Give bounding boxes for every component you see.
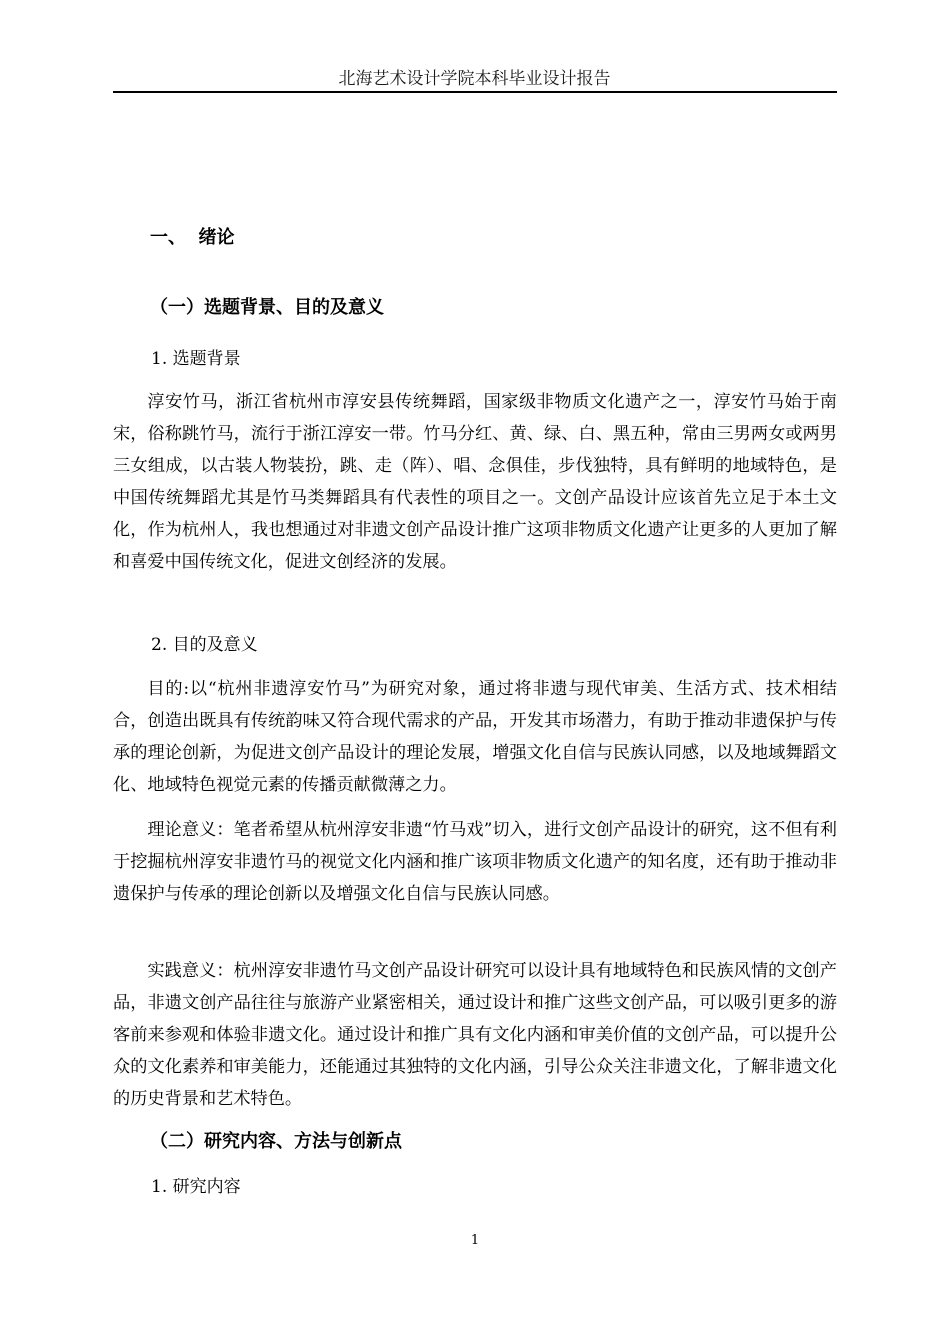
page-number: 1 — [470, 1233, 480, 1248]
subsection-heading-purpose-significance: 2. 目的及意义 — [151, 635, 258, 655]
subsection-heading-topic-background: 1. 选题背景 — [151, 349, 241, 369]
paragraph-topic-background: 淳安竹马，浙江省杭州市淳安县传统舞蹈，国家级非物质文化遗产之一，淳安竹马始于南宋，俗称跳竹马，流行于浙江淳安一带。竹马分红、黄、绿、白、黑五种，常由三男两女或两男三女组成，以古装人物装扮，跳、走（阵）、唱、念俱佳，步伐独特，具有鲜明的地域特色，是中国传统舞蹈尤其是竹马类舞蹈具有代表性的项目之一。文创产品设计应该首先立足于本土文化，作为杭州人，我也想通过对非遗文创产品设计推广这项非物质文化遗产让更多的人更加了解和喜爱中国传统文化，促进文创经济的发展。 — [113, 392, 837, 572]
page-header-title: 北海艺术设计学院本科毕业设计报告 — [338, 69, 611, 89]
chapter-heading: 一、 绪论 — [150, 227, 235, 248]
paragraph-purpose: 目的:以“杭州非遗淳安竹马”为研究对象，通过将非遗与现代审美、生活方式、技术相结合，创造出既具有传统韵味又符合现代需求的产品，开发其市场潜力，有助于推动非遗保护与传承的理论创新，为促进文创产品设计的理论发展，增强文化自信与民族认同感，以及地域舞蹈文化、地域特色视觉元素的传播贡献微薄之力。 — [113, 679, 837, 795]
paragraph-theoretical-significance: 理论意义：笔者希望从杭州淳安非遗“竹马戏”切入，进行文创产品设计的研究，这不但有利于挖掘杭州淳安非遗竹马的视觉文化内涵和推广该项非物质文化遗产的知名度，还有助于推动非遗保护与传承的理论创新以及增强文化自信与民族认同感。 — [113, 820, 837, 904]
section-heading-background: （一）选题背景、目的及意义 — [150, 297, 384, 318]
section-heading-research-content: （二）研究内容、方法与创新点 — [150, 1131, 402, 1152]
paragraph-practical-significance: 实践意义：杭州淳安非遗竹马文创产品设计研究可以设计具有地域特色和民族风情的文创产品，非遗文创产品往往与旅游产业紧密相关，通过设计和推广这些文创产品，可以吸引更多的游客前来参观和体验非遗文化。通过设计和推广具有文化内涵和审美价值的文创产品，可以提升公众的文化素养和审美能力，还能通过其独特的文化内涵，引导公众关注非遗文化，了解非遗文化的历史背景和艺术特色。 — [113, 961, 837, 1109]
header-divider — [113, 91, 837, 93]
subsection-heading-research-content: 1. 研究内容 — [151, 1177, 241, 1197]
